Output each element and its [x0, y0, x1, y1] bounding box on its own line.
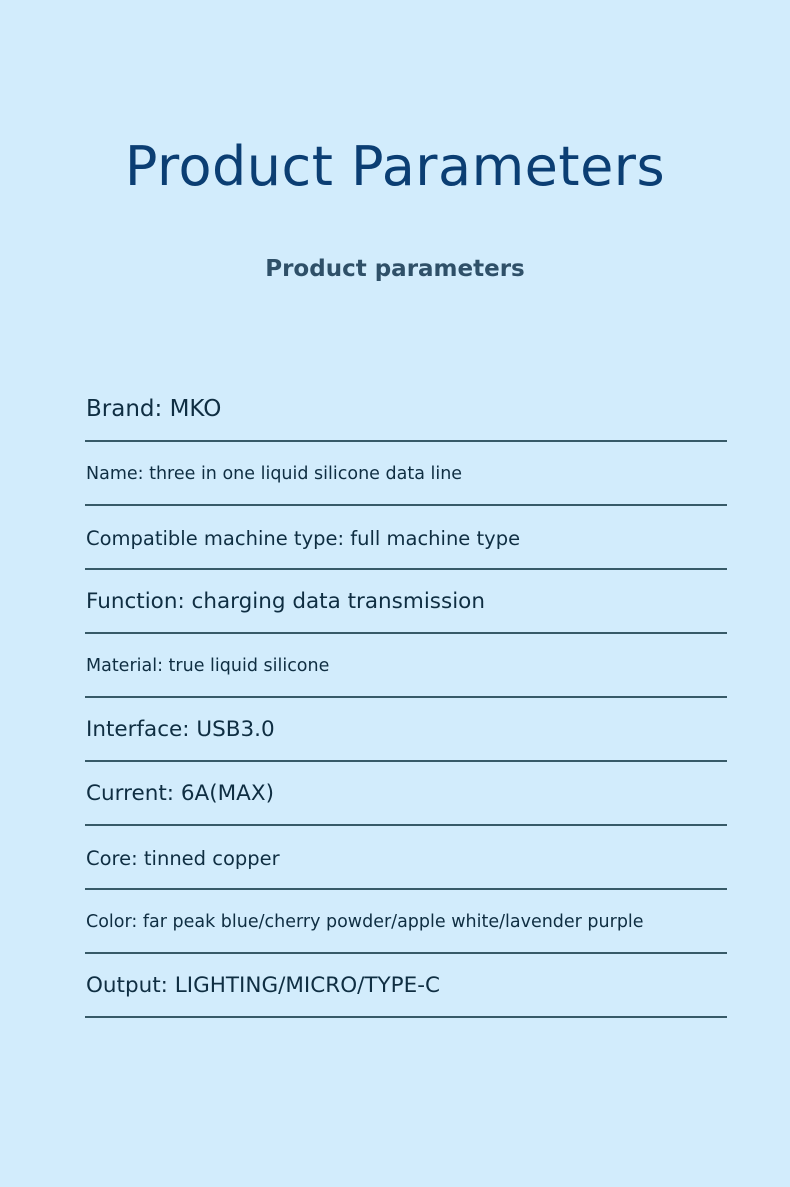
param-row-core	[85, 826, 727, 890]
param-row-function	[85, 570, 727, 634]
param-row-name	[85, 442, 727, 506]
page-title: Product Parameters	[124, 135, 666, 198]
param-row-compatible	[85, 506, 727, 570]
param-output: Output: LIGHTING/MICRO/TYPE-C	[86, 973, 440, 998]
param-row-material	[85, 634, 727, 698]
param-interface: Interface: USB3.0	[86, 717, 275, 742]
param-row-interface	[85, 698, 727, 762]
param-name: Name: three in one liquid silicone data line	[86, 464, 463, 484]
param-brand: Brand: MKO	[86, 396, 222, 422]
page-subtitle: Product parameters	[265, 256, 525, 282]
parameter-list	[85, 377, 727, 1018]
param-function: Function: charging data transmission	[86, 589, 485, 614]
param-row-brand	[85, 377, 727, 442]
param-row-color	[85, 890, 727, 954]
param-color: Color: far peak blue/cherry powder/apple white/lavender purple	[86, 912, 644, 932]
param-row-current	[85, 762, 727, 826]
param-material: Material: true liquid silicone	[86, 656, 330, 676]
param-row-output	[85, 954, 727, 1018]
param-current: Current: 6A(MAX)	[86, 781, 274, 806]
param-compatible-machine-type: Compatible machine type: full machine type	[86, 527, 521, 550]
param-core: Core: tinned copper	[86, 847, 280, 870]
